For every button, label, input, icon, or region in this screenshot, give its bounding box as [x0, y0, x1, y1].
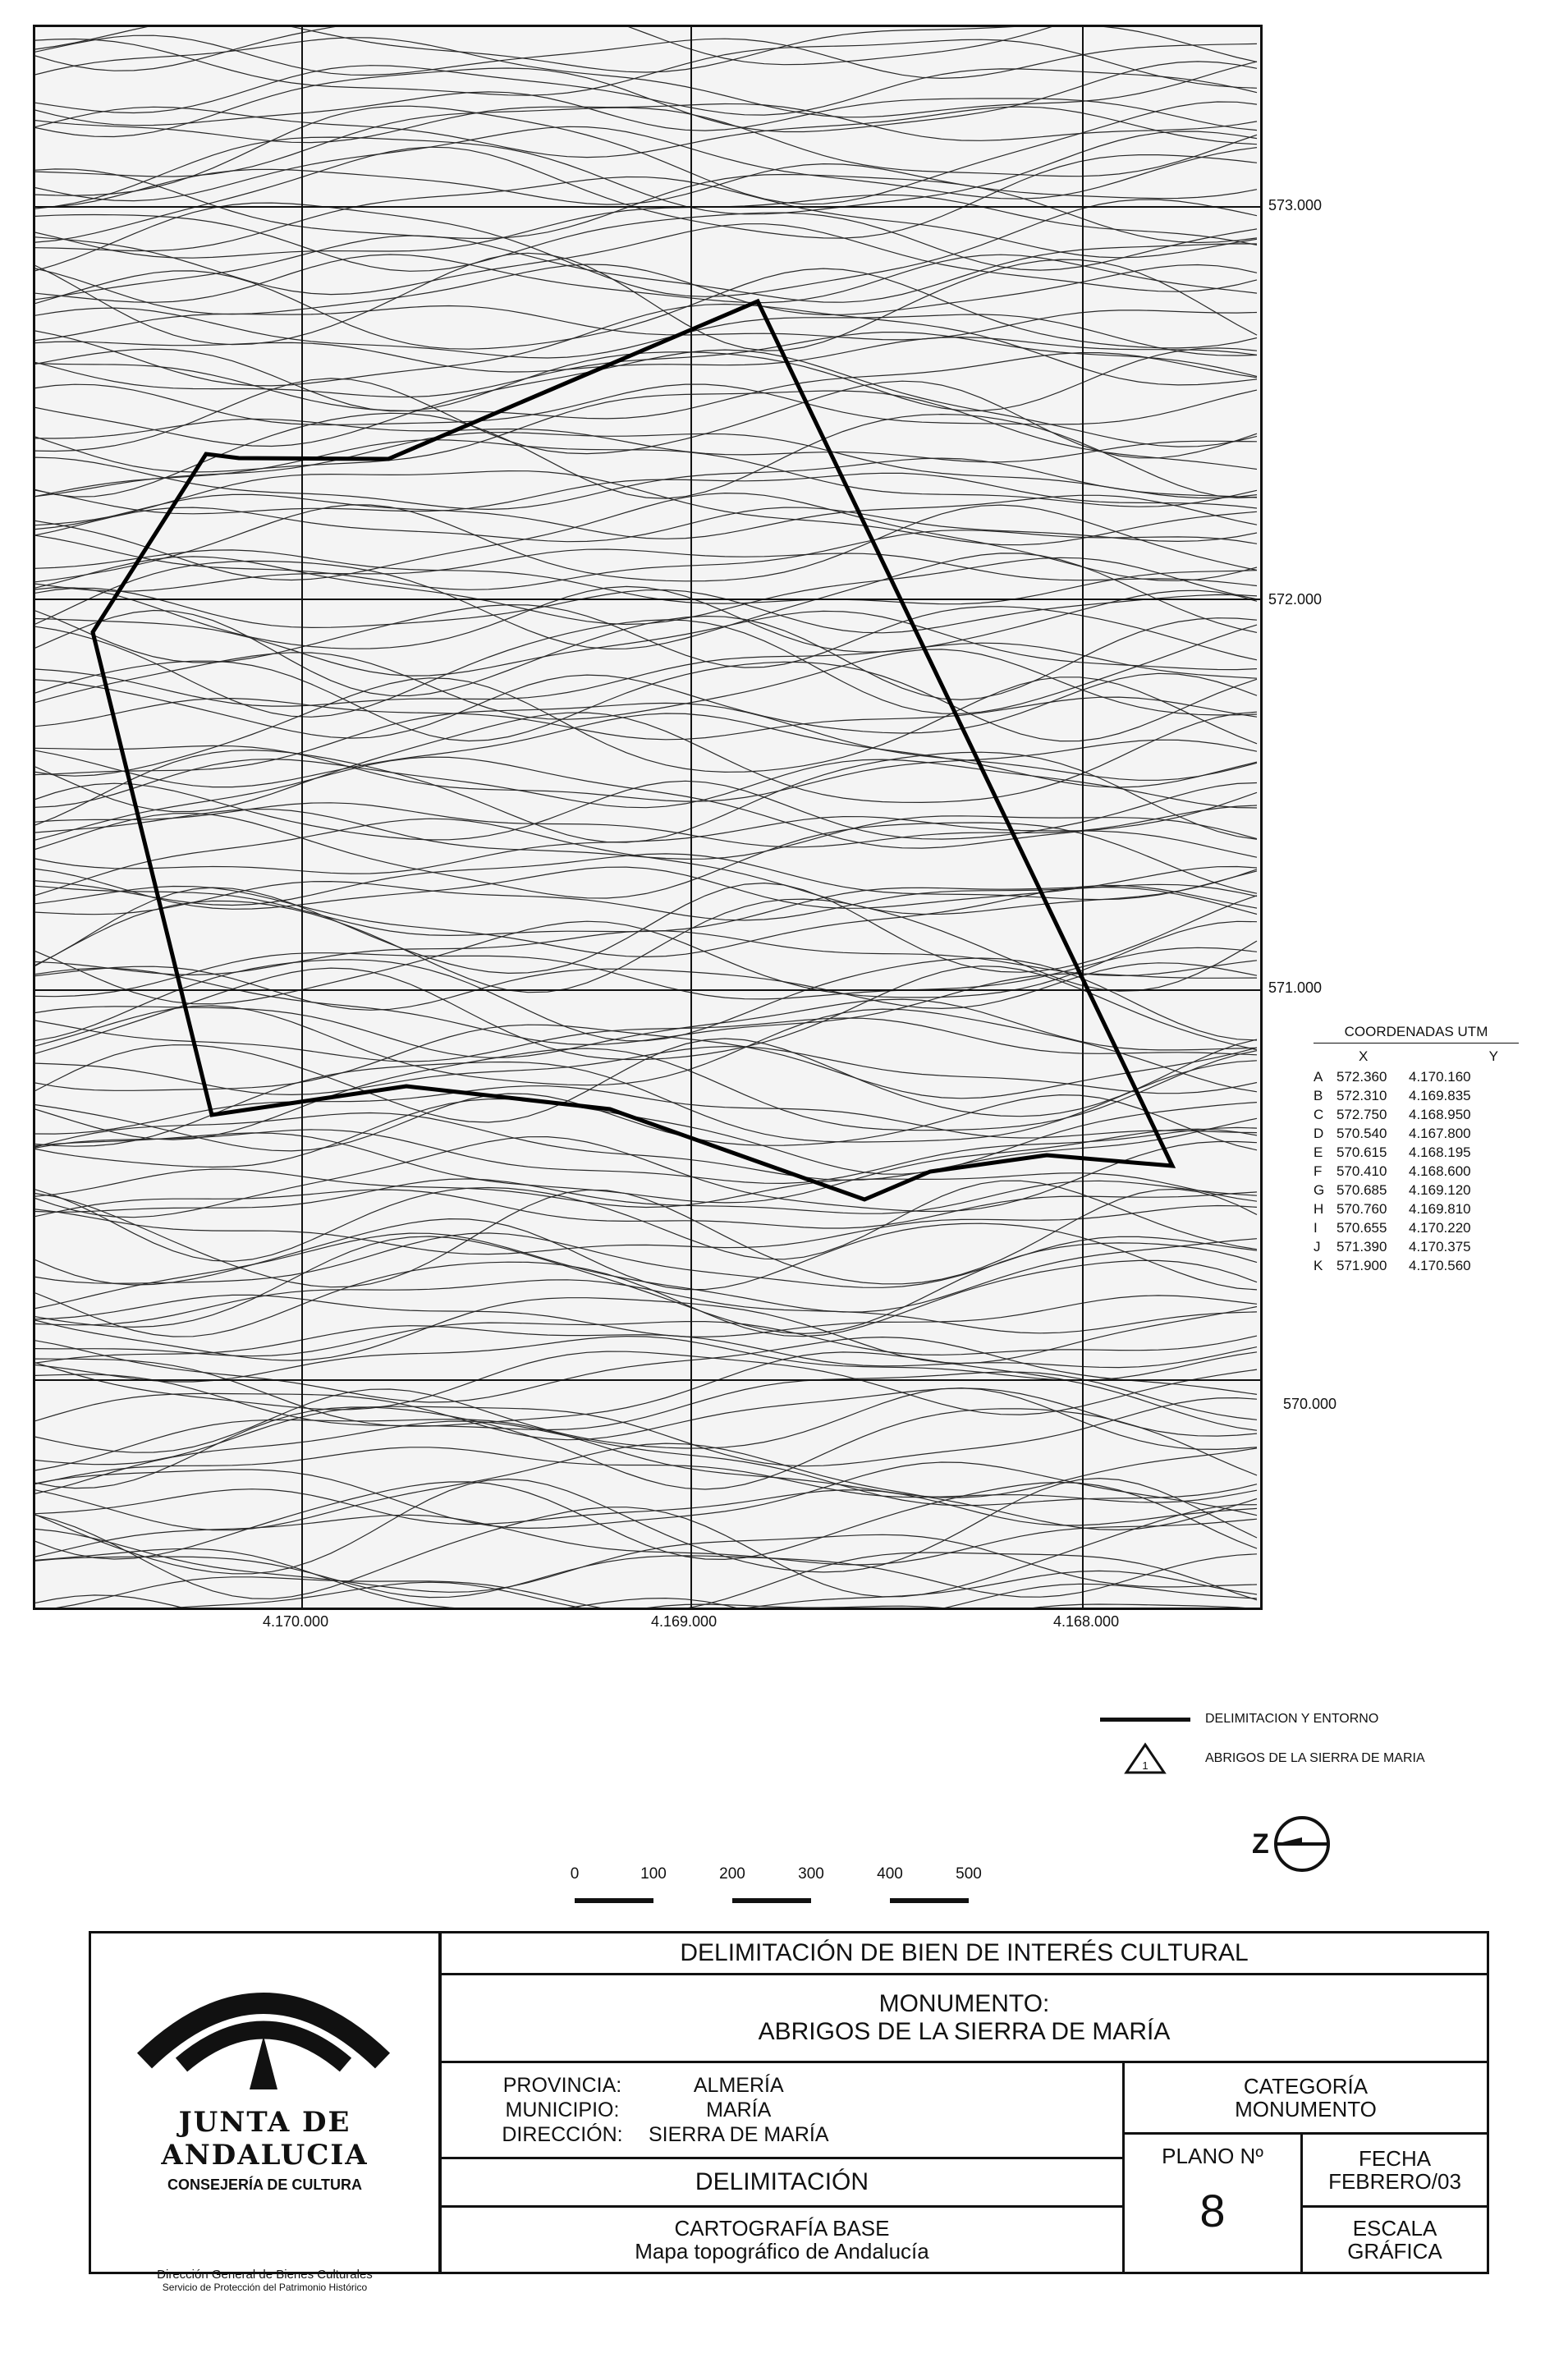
monument-name: ABRIGOS DE LA SIERRA DE MARÍA [758, 2018, 1171, 2045]
municipio-value: MARÍA [706, 2098, 772, 2121]
contour-line [35, 440, 1257, 507]
coordinate-x: 572.360 [1336, 1069, 1387, 1085]
scale-tick: 100 [640, 1865, 667, 1883]
contour-line [35, 1298, 1257, 1364]
coordinate-row [1314, 1105, 1519, 1124]
junta-andalucia-logo-icon [136, 1970, 391, 2094]
coordinate-point: F [1314, 1163, 1323, 1179]
coordinate-x: 572.310 [1336, 1088, 1387, 1103]
provincia-label: PROVINCIA: [502, 2074, 622, 2097]
scale-tick: 200 [719, 1865, 745, 1883]
fecha-value: FEBRERO/03 [1328, 2169, 1461, 2194]
coordinate-y: 4.168.195 [1409, 1144, 1471, 1160]
coordinate-row [1314, 1256, 1519, 1275]
contour-line [35, 605, 1257, 668]
contour-line [35, 530, 1257, 590]
plano-number: 8 [1199, 2185, 1226, 2236]
contour-line [35, 38, 1257, 117]
contour-line [35, 1337, 1257, 1402]
contour-line [35, 1482, 1257, 1560]
coordinate-point: K [1314, 1258, 1323, 1273]
contour-line [35, 1479, 1257, 1574]
contour-line [35, 27, 1257, 72]
contour-line [35, 854, 1257, 906]
escala-cell [1300, 2205, 1489, 2274]
coordinate-x: 570.540 [1336, 1126, 1387, 1141]
contour-line [35, 1462, 1257, 1528]
compass-letter: Z [1252, 1828, 1269, 1860]
contour-line [35, 1260, 1257, 1337]
coordinate-x: 572.750 [1336, 1107, 1387, 1122]
coordinate-point: J [1314, 1239, 1321, 1255]
heading-cell [439, 1931, 1489, 1975]
location-grid [476, 2073, 829, 2147]
coordinate-y: 4.168.600 [1409, 1163, 1471, 1179]
coordinate-point: C [1314, 1107, 1324, 1122]
fecha-label: FECHA [1358, 2146, 1432, 2171]
coordinate-row [1314, 1067, 1519, 1086]
contour-line [35, 104, 1257, 143]
legend-shelters-label: ABRIGOS DE LA SIERRA DE MARIA [1205, 1751, 1425, 1765]
contour-line [35, 814, 1257, 899]
contour-line [35, 1322, 1257, 1356]
graphic-scale [570, 1865, 1034, 1915]
coordinate-row [1314, 1124, 1519, 1143]
utm-label-right: 571.000 [1268, 979, 1323, 996]
contour-line [35, 348, 1257, 411]
coordinate-x: 571.390 [1336, 1239, 1387, 1255]
contour-line [35, 384, 1257, 424]
contour-line [35, 1219, 1257, 1290]
cartografia-label: CARTOGRAFÍA BASE [674, 2216, 890, 2241]
coordinate-y: 4.170.560 [1409, 1258, 1471, 1273]
fecha-cell [1300, 2132, 1489, 2208]
contour-map-svg [35, 27, 1260, 1608]
logo-directorate: Dirección General de Bienes Culturales [157, 2268, 373, 2282]
contour-line [35, 457, 1257, 509]
coordinate-x: 571.900 [1336, 1258, 1387, 1273]
contour-line [35, 107, 1257, 158]
coordinate-x: 570.655 [1336, 1220, 1387, 1236]
coordinate-point: H [1314, 1201, 1324, 1217]
coordinate-point: D [1314, 1126, 1324, 1141]
contour-line [35, 27, 1257, 71]
legend [1100, 1699, 1560, 1778]
coordinate-point: B [1314, 1088, 1323, 1103]
logo-text [91, 2106, 438, 2293]
coordinate-x: 570.410 [1336, 1163, 1387, 1179]
contour-line [35, 1443, 1257, 1530]
utm-label-right: 572.000 [1268, 591, 1323, 608]
contour-line [35, 337, 1257, 372]
contour-line [35, 958, 1257, 1041]
column-x: X [1359, 1048, 1369, 1064]
contour-line [35, 1047, 1257, 1095]
logo-department: CONSEJERÍA DE CULTURA [167, 2176, 362, 2193]
coordinate-row [1314, 1218, 1519, 1237]
contour-line [35, 1206, 1257, 1255]
coordinates-title: COORDENADAS UTM [1314, 1022, 1519, 1044]
coordinates-rows [1314, 1067, 1519, 1275]
contour-line [35, 1351, 1257, 1415]
contour-line [35, 391, 1257, 472]
categoria-value: MONUMENTO [1235, 2097, 1377, 2121]
contour-line [35, 999, 1257, 1057]
utm-label-bottom: 4.168.000 [1053, 1613, 1120, 1630]
contour-line [35, 195, 1257, 258]
coordinate-y: 4.170.220 [1409, 1220, 1471, 1236]
logo-service: Servicio de Protección del Patrimonio Histórico [162, 2282, 368, 2293]
scale-ticks [570, 1865, 1034, 1887]
triangle-icon [1100, 1742, 1190, 1775]
coordinate-point: A [1314, 1069, 1323, 1085]
coordinate-row [1314, 1086, 1519, 1105]
coordinate-row [1314, 1237, 1519, 1256]
contour-line [35, 353, 1257, 419]
contour-line [35, 236, 1257, 302]
heading-text: DELIMITACIÓN DE BIEN DE INTERÉS CULTURAL [680, 1939, 1249, 1966]
direccion-label: DIRECCIÓN: [502, 2123, 623, 2146]
legend-boundary-label: DELIMITACION Y ENTORNO [1205, 1712, 1379, 1726]
contour-line [35, 620, 1257, 717]
contour-line [35, 1061, 1257, 1146]
topographic-map [33, 25, 1263, 1610]
contour-line [35, 817, 1257, 874]
utm-label-bottom: 4.169.000 [651, 1613, 718, 1630]
contour-line [35, 66, 1257, 115]
municipio-label: MUNICIPIO: [505, 2098, 620, 2121]
contour-line [35, 677, 1257, 776]
scale-tick: 400 [877, 1865, 903, 1883]
contour-line [35, 1582, 1257, 1608]
compass-icon [1272, 1814, 1332, 1874]
contour-line [35, 494, 1257, 539]
contour-line [35, 169, 1257, 243]
contour-line [35, 713, 1257, 787]
coordinate-y: 4.170.160 [1409, 1069, 1471, 1085]
direccion-value: SIERRA DE MARÍA [649, 2123, 829, 2146]
contour-line [35, 1169, 1257, 1207]
scale-bar [575, 1898, 969, 1903]
logo-name: JUNTA DE ANDALUCIA [161, 2106, 369, 2172]
coordinates-columns [1314, 1044, 1519, 1067]
coordinate-y: 4.168.950 [1409, 1107, 1471, 1122]
monument-cell [439, 1973, 1489, 2063]
location-cell [439, 2061, 1125, 2159]
categoria-label: CATEGORÍA [1243, 2074, 1369, 2098]
contour-line [35, 588, 1257, 632]
boundary-line-swatch [1100, 1718, 1190, 1722]
contour-line [35, 1006, 1257, 1092]
utm-label-right: 573.000 [1268, 197, 1323, 213]
contour-line [35, 473, 1257, 514]
contour-line [35, 712, 1257, 811]
plano-label: PLANO Nº [1162, 2144, 1263, 2168]
scale-tick: 500 [956, 1865, 982, 1883]
svg-text:1: 1 [1142, 1759, 1148, 1772]
contour-line [35, 1236, 1257, 1333]
coordinate-y: 4.169.835 [1409, 1088, 1471, 1103]
coordinate-row [1314, 1143, 1519, 1162]
contour-line [35, 268, 1257, 349]
coordinate-x: 570.685 [1336, 1182, 1387, 1198]
scale-tick: 300 [798, 1865, 824, 1883]
escala-value: GRÁFICA [1347, 2239, 1442, 2264]
logo-panel [91, 1933, 441, 2293]
legend-item-boundary [1100, 1699, 1560, 1739]
utm-coordinates-table [1314, 1022, 1519, 1275]
escala-label: ESCALA [1352, 2216, 1437, 2241]
contour-line [35, 740, 1257, 801]
coordinate-point: I [1314, 1220, 1318, 1236]
coordinate-point: E [1314, 1144, 1323, 1160]
delimitacion-cell [439, 2157, 1125, 2208]
contour-line [35, 649, 1257, 719]
contour-line [35, 1421, 1257, 1506]
contour-line [35, 966, 1257, 1060]
coordinate-x: 570.760 [1336, 1201, 1387, 1217]
contour-line [35, 108, 1257, 177]
categoria-cell [1122, 2061, 1489, 2135]
coordinate-x: 570.615 [1336, 1144, 1387, 1160]
coordinate-y: 4.169.810 [1409, 1201, 1471, 1217]
coordinate-row [1314, 1181, 1519, 1199]
contour-line [35, 39, 1257, 96]
cartografia-value: Mapa topográfico de Andalucía [635, 2239, 929, 2264]
north-compass [1252, 1814, 1332, 1874]
coordinate-y: 4.167.800 [1409, 1126, 1471, 1141]
coordinate-y: 4.169.120 [1409, 1182, 1471, 1198]
contour-line [35, 810, 1257, 860]
utm-label-bottom: 4.170.000 [263, 1613, 329, 1630]
coordinate-row [1314, 1199, 1519, 1218]
contour-line [35, 673, 1257, 738]
title-block [89, 1931, 1489, 2293]
cartografia-cell [439, 2205, 1125, 2274]
contour-line [35, 1447, 1257, 1502]
utm-label-right: 570.000 [1283, 1396, 1337, 1412]
contour-line [35, 177, 1257, 258]
contour-line [35, 1407, 1257, 1489]
contour-line [35, 126, 1257, 200]
contour-line [35, 378, 1257, 458]
provincia-value: ALMERÍA [693, 2074, 784, 2097]
legend-item-shelters [1100, 1739, 1560, 1778]
coordinate-y: 4.170.375 [1409, 1239, 1471, 1255]
scale-tick: 0 [570, 1865, 580, 1883]
column-y: Y [1488, 1048, 1498, 1064]
coordinate-point: G [1314, 1182, 1325, 1198]
plano-cell [1122, 2132, 1303, 2274]
contour-line [35, 643, 1257, 706]
contour-line [35, 586, 1257, 652]
coordinate-row [1314, 1162, 1519, 1181]
monument-label: MONUMENTO: [878, 1990, 1050, 2017]
contour-line [35, 1295, 1257, 1337]
contour-lines [35, 27, 1257, 1608]
contour-line [35, 306, 1257, 341]
delimitacion-text: DELIMITACIÓN [695, 2168, 869, 2195]
